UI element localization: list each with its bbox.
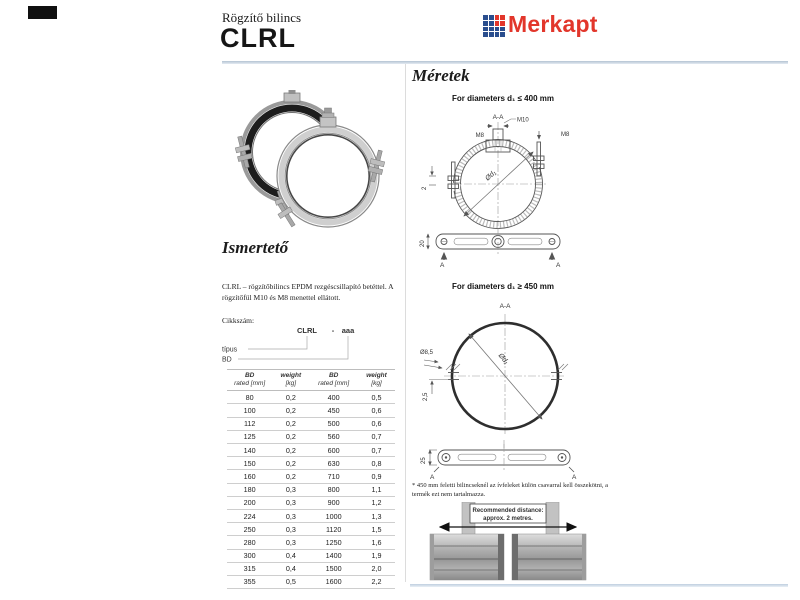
footer-divider [410, 584, 788, 587]
table-row: 200 0,3 900 1,2 [227, 496, 395, 509]
fig1-m10-label: M10 [517, 117, 529, 124]
fig1-m8-left-label: M8 [475, 133, 484, 139]
code-size-label: BD [222, 356, 232, 364]
header-divider [222, 61, 788, 64]
table-row: 355 0,5 1600 2,2 [227, 575, 395, 588]
fig1-band-width-label: 20 [420, 240, 426, 247]
pipe-right [512, 534, 586, 580]
fig2-cut-right: A [572, 474, 577, 481]
table-row: 300 0,4 1400 1,9 [227, 549, 395, 562]
col-header-bd1: BD rated [mm] [227, 370, 272, 391]
fig1-cut-right: A [556, 262, 561, 268]
fig2-cut-left: A [430, 474, 435, 481]
distance-note-line2: approx. 2 metres. [483, 516, 533, 522]
table-row: 140 0,2 600 0,7 [227, 444, 395, 457]
col-header-weight1: weight [kg] [272, 370, 309, 391]
table-row: 250 0,3 1120 1,5 [227, 523, 395, 536]
fig1-m8-right-label: M8 [561, 132, 570, 138]
section-title-meretek: Méretek [412, 66, 470, 85]
pipe-support-right [546, 502, 559, 536]
table-row: 125 0,2 560 0,7 [227, 430, 395, 443]
drawing-recommended-distance [428, 502, 588, 584]
product-description: CLRL – rögzítőbilincs EPDM rezgéscsillapító betéttel. A rögzítőfül M10 és M8 menettel ellátott. [222, 282, 394, 302]
footnote: * 450 mm feletti bilincseknél az ívfeleket külön csavarral kell összekötni, a termék ezt nem tartalmazza. [412, 482, 609, 499]
brand-logo [483, 11, 598, 38]
page-corner-mark [28, 6, 57, 19]
size-table [227, 369, 395, 589]
table-row: 160 0,2 710 0,9 [227, 470, 395, 483]
fig2-hole-label: Ø8,5 [420, 350, 434, 356]
order-code-label: Cikkszám: [222, 316, 255, 325]
logo-grid-icon [483, 15, 505, 37]
section-title-ismerteto: Ismertető [222, 238, 289, 257]
table-row: 180 0,3 800 1,1 [227, 483, 395, 496]
fig2-diameter-label: Ød₁ [496, 352, 510, 366]
table-row: 280 0,3 1250 1,6 [227, 536, 395, 549]
code-suffix: aaa [341, 326, 355, 335]
order-code-diagram [222, 324, 404, 366]
fig2-thickness-label: 2,5 [423, 392, 429, 401]
code-prefix: CLRL [297, 326, 317, 335]
code-type-label: típus [222, 346, 238, 354]
fig1-thickness-label: 2 [422, 186, 428, 190]
table-row: 100 0,2 450 0,6 [227, 404, 395, 417]
table-row: 315 0,4 1500 2,0 [227, 562, 395, 575]
column-divider [405, 64, 406, 582]
table-header-row [227, 370, 395, 391]
drawing-band-large [412, 440, 598, 482]
size-table-body [227, 391, 395, 589]
drawing-clamp-large [412, 298, 598, 438]
col-header-bd2: BD rated [mm] [309, 370, 358, 391]
fig2-section-label: A-A [499, 303, 511, 310]
table-row: 112 0,2 500 0,6 [227, 417, 395, 430]
product-image [224, 90, 396, 238]
drawing-clamp-small [412, 106, 592, 268]
code-dash: - [331, 326, 335, 335]
fig1-section-label: A-A [492, 114, 504, 121]
col-header-weight2: weight [kg] [358, 370, 395, 391]
table-row: 80 0,2 400 0,5 [245, 392, 382, 402]
fig1-cut-left: A [440, 262, 445, 268]
brand-name: Merkapt [508, 11, 598, 37]
table-row: 150 0,2 630 0,8 [227, 457, 395, 470]
distance-note-line1: Recommended distance: [472, 508, 544, 514]
table-row: 224 0,3 1000 1,3 [227, 509, 395, 522]
product-type-label: Rögzítő bilincs [222, 10, 302, 25]
page-title: CLRL [220, 23, 296, 53]
fig2-band-width-label: 25 [421, 457, 427, 464]
fig1-diameter-label: Ød₁ [484, 169, 498, 183]
fig2-caption: For diameters d₁ ≥ 450 mm [452, 282, 554, 291]
pipe-left [430, 534, 504, 580]
fig1-caption: For diameters d₁ ≤ 400 mm [452, 94, 554, 103]
